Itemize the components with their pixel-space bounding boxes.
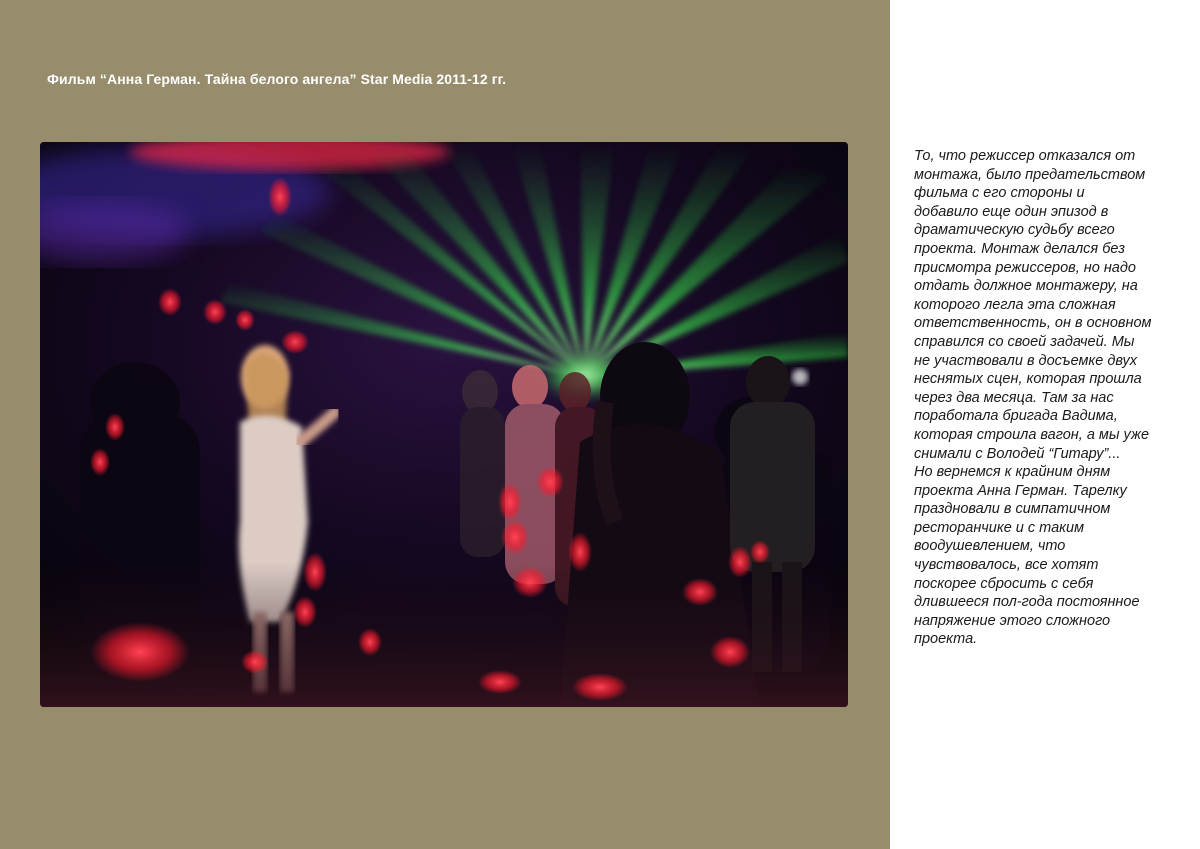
nightclub-photo [40,142,848,707]
photo-caption: Фильм “Анна Герман. Тайна белого ангела” Star Media 2011-12 гг. [47,71,507,87]
article-text: То, что режиссер отказался от монтажа, было предательством фильма с его стороны и добавило еще один эпизод в драматическую судьбу всего проекта. Монтаж делался без присмотра режиссеров, но надо отдать должное монтажеру, на которого легла эта сложная ответственность, он в основном справился со своей задачей. Мы не участвовали в досъемке двух неснятых сцен, которая прошла через два месяца. Там за нас поработала бригада Вадима, которая строила вагон, а мы уже снимали с Володей “Гитару”... Но вернемся к крайним дням проекта Анна Герман. Тарелку праздновали в симпатичном ресторанчике и с таким воодушевлением, что чувствовалось, все хотят поскорее сбросить с себя длившееся пол-года постоянное напряжение этого сложного проекта. [914,148,1152,648]
photo-illustration [40,142,848,707]
